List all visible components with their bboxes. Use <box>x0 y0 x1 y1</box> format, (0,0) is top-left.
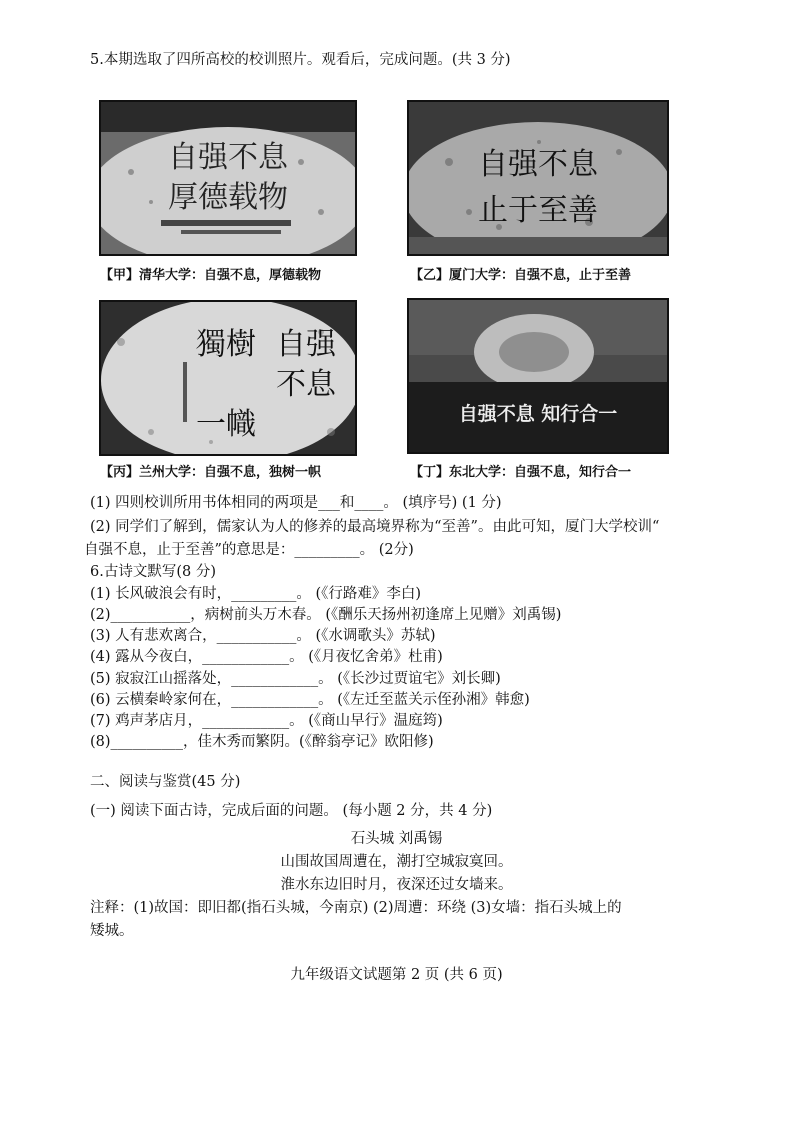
caption-jia: 【甲】清华大学：自强不息，厚德载物 <box>100 268 322 283</box>
note-line: 注释：(1)故国：即旧都(指石头城，今南京) (2)周遭：环绕 (3)女墙：指石头城上的 <box>90 900 622 916</box>
q6-item: (3) 人有悲欢离合，___________。 (《水调歌头》苏轼) <box>90 628 436 644</box>
q6-item: (7) 鸡声茅店月，____________。 (《商山早行》温庭筠) <box>90 713 443 729</box>
caption-ding: 【丁】东北大学：自强不息，知行合一 <box>410 465 632 480</box>
q5-sub2a: (2) 同学们了解到，儒家认为人的修养的最高境界称为“至善”。由此可知，厦门大学校训“ <box>90 519 660 535</box>
photo-tsinghua <box>99 100 357 256</box>
caption-yi: 【乙】厦门大学：自强不息，止于至善 <box>410 268 632 283</box>
poem-line: 山围故国周遭在，潮打空城寂寞回。 <box>280 854 513 870</box>
photo-lanzhou <box>99 300 357 456</box>
caption-bing: 【丙】兰州大学：自强不息，独树一帜 <box>100 465 322 480</box>
stone-text: 獨樹 <box>196 327 256 362</box>
poem-title: 石头城 刘禹锡 <box>350 831 443 847</box>
q6-item: (5) 寂寂江山摇落处，____________。 (《长沙过贾谊宅》刘长卿) <box>90 671 501 687</box>
q6-item: (1) 长风破浪会有时，_________。 (《行路难》李白) <box>90 586 422 602</box>
photo-dongbei <box>407 298 669 454</box>
section2-title: 二、阅读与鉴赏(45 分) <box>90 774 241 790</box>
note-line: 矮城。 <box>90 923 134 939</box>
q6-item: (8)__________，佳木秀而繁阴。(《醉翁亭记》欧阳修) <box>90 734 434 750</box>
q5-sub2b: 自强不息，止于至善”的意思是：_________。 (2分) <box>84 542 414 558</box>
q6-item: (4) 露从今夜白，____________。 (《月夜忆舍弟》杜甫) <box>90 649 443 665</box>
stone-text: 自强不息 知行合一 <box>458 403 618 425</box>
q6-item: (6) 云横秦岭家何在，____________。 (《左迁至蓝关示侄孙湘》韩愈) <box>90 692 530 708</box>
stone-text: 止于至善 <box>478 193 598 228</box>
stone-text: 自强不息 <box>168 140 288 175</box>
stone-text: 厚德载物 <box>168 180 288 215</box>
q6-item: (2)___________，病树前头万木春。 (《酬乐天扬州初逢席上见赠》刘禹锡) <box>90 607 562 623</box>
stone-text: 一幟 <box>196 407 256 442</box>
q5-title: 5.本期选取了四所高校的校训照片。观看后，完成问题。(共 3 分) <box>90 52 511 68</box>
section2-sub: (一) 阅读下面古诗，完成后面的问题。 (每小题 2 分，共 4 分) <box>90 803 493 819</box>
poem-line: 淮水东边旧时月，夜深还过女墙来。 <box>280 877 513 893</box>
stone-text: 自强不息 <box>478 147 598 182</box>
q6-title: 6.古诗文默写(8 分) <box>90 564 216 580</box>
stone-text: 不息 <box>276 367 336 402</box>
stone-text: 自强 <box>276 327 336 362</box>
page-footer: 九年级语文试题第 2 页 (共 6 页) <box>290 967 503 983</box>
photo-xiamen <box>407 100 669 256</box>
q5-sub1: (1) 四则校训所用书体相同的两项是___和____。 (填序号) (1 分) <box>90 495 502 511</box>
